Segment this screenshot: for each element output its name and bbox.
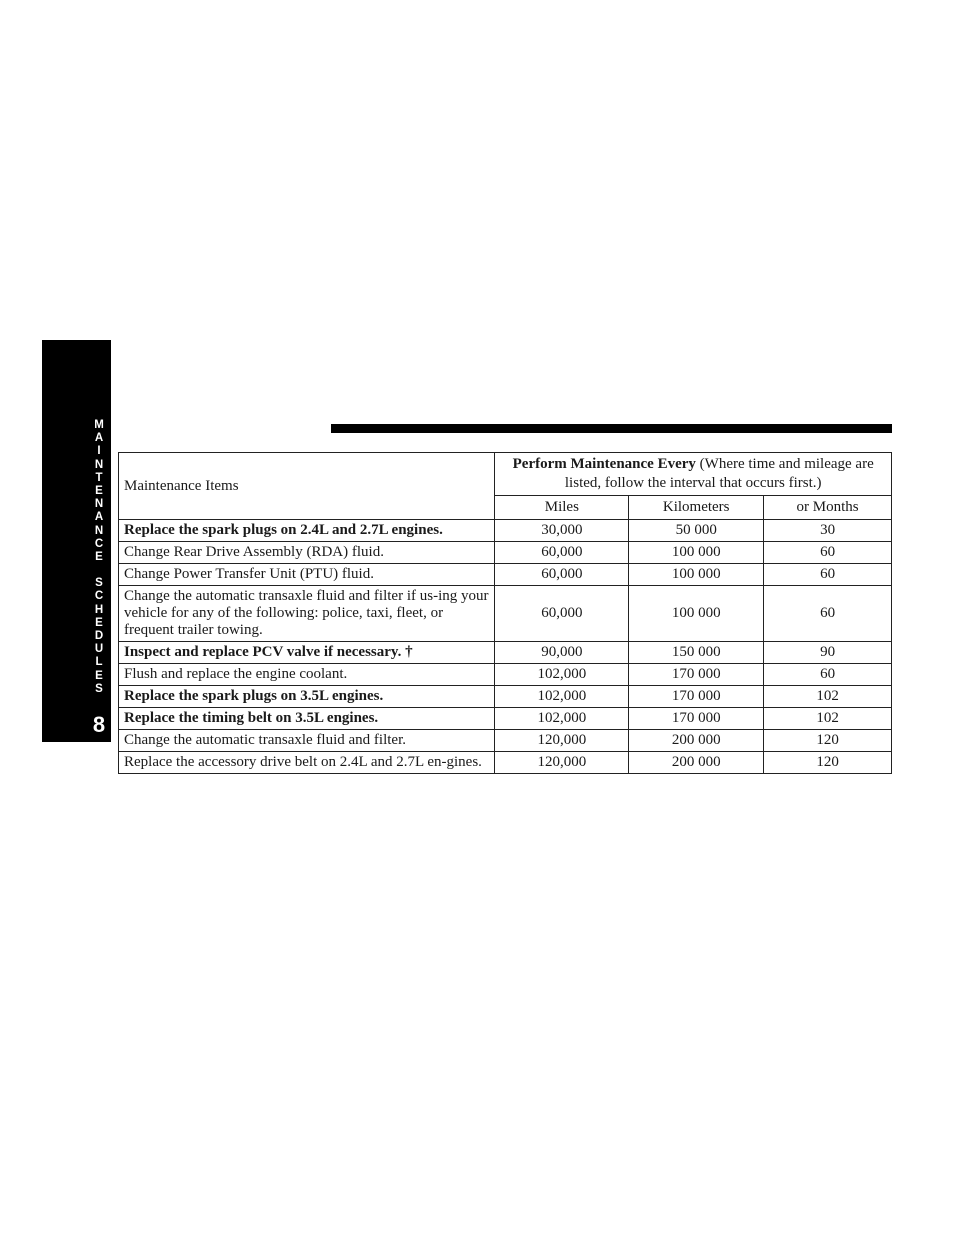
months-cell: 120 — [764, 730, 892, 752]
side-letter: S — [95, 682, 103, 695]
side-letter: T — [95, 471, 103, 484]
side-letter: E — [95, 484, 103, 497]
kilometers-cell: 170 000 — [629, 686, 764, 708]
table-row — [119, 752, 892, 774]
miles-cell: 60,000 — [495, 542, 629, 564]
table-row — [119, 586, 892, 642]
maintenance-item-cell: Change Power Transfer Unit (PTU) fluid. — [119, 564, 495, 586]
maintenance-item-cell: Replace the spark plugs on 3.5L engines. — [119, 686, 495, 708]
miles-cell: 102,000 — [495, 686, 629, 708]
months-cell: 30 — [764, 520, 892, 542]
maintenance-item-cell: Change the automatic transaxle fluid and filter. — [119, 730, 495, 752]
table-row — [119, 708, 892, 730]
kilometers-cell: 150 000 — [629, 642, 764, 664]
months-cell: 60 — [764, 586, 892, 642]
table-row — [119, 520, 892, 542]
months-cell: 60 — [764, 664, 892, 686]
header-rule — [331, 424, 892, 433]
side-letter: L — [95, 656, 103, 669]
maintenance-item-cell: Flush and replace the engine coolant. — [119, 664, 495, 686]
side-letter: U — [94, 643, 104, 656]
kilometers-cell: 200 000 — [629, 752, 764, 774]
side-letter: C — [94, 590, 104, 603]
months-cell: 60 — [764, 542, 892, 564]
miles-cell: 102,000 — [495, 708, 629, 730]
miles-cell: 90,000 — [495, 642, 629, 664]
table-row — [119, 542, 892, 564]
side-letter: S — [95, 577, 103, 590]
months-cell: 102 — [764, 686, 892, 708]
perform-maintenance-header — [495, 453, 892, 496]
side-letter: E — [95, 616, 103, 629]
maintenance-item-cell: Change Rear Drive Assembly (RDA) fluid. — [119, 542, 495, 564]
side-letter: A — [94, 511, 104, 524]
kilometers-cell: 50 000 — [629, 520, 764, 542]
kilometers-cell: 170 000 — [629, 664, 764, 686]
kilometers-cell: 170 000 — [629, 708, 764, 730]
months-cell: 60 — [764, 564, 892, 586]
miles-header: Miles — [495, 496, 629, 520]
table-row — [119, 564, 892, 586]
maintenance-item-cell: Change the automatic transaxle fluid and filter if us-ing your vehicle for any of the following: police, taxi, fleet, or frequent trailer towing. — [119, 586, 495, 642]
table-body — [119, 520, 892, 774]
table-row — [119, 664, 892, 686]
miles-cell: 30,000 — [495, 520, 629, 542]
maintenance-item-cell: Replace the timing belt on 3.5L engines. — [119, 708, 495, 730]
chapter-number: 8 — [92, 712, 106, 737]
miles-cell: 120,000 — [495, 730, 629, 752]
table-row — [119, 730, 892, 752]
table-row — [119, 686, 892, 708]
side-letter: N — [94, 498, 104, 511]
side-letter: D — [94, 630, 104, 642]
miles-cell: 120,000 — [495, 752, 629, 774]
kilometers-cell: 100 000 — [629, 564, 764, 586]
side-letter: E — [95, 669, 103, 682]
maintenance-item-cell: Replace the spark plugs on 2.4L and 2.7L engines. — [119, 520, 495, 542]
maintenance-item-cell: Inspect and replace PCV valve if necessary. † — [119, 642, 495, 664]
perform-header-bold: Perform Maintenance Every — [512, 456, 696, 472]
months-cell: 90 — [764, 642, 892, 664]
kilometers-header: Kilometers — [629, 496, 764, 520]
side-letter: A — [94, 432, 104, 445]
maintenance-schedule-table — [118, 452, 892, 774]
maintenance-items-header: Maintenance Items — [119, 453, 495, 520]
chapter-side-title — [92, 419, 106, 696]
kilometers-cell: 200 000 — [629, 730, 764, 752]
miles-cell: 102,000 — [495, 664, 629, 686]
side-letter: N — [94, 524, 104, 537]
side-letter: N — [94, 458, 104, 471]
kilometers-cell: 100 000 — [629, 586, 764, 642]
kilometers-cell: 100 000 — [629, 542, 764, 564]
table-row — [119, 642, 892, 664]
perform-header-note: (Where time and mileage are listed, follow the interval that occurs first.) — [564, 456, 874, 491]
side-letter: I — [97, 445, 101, 458]
side-letter: H — [94, 603, 104, 616]
side-letter: C — [94, 537, 104, 550]
miles-cell: 60,000 — [495, 586, 629, 642]
side-letter: E — [95, 550, 103, 563]
miles-cell: 60,000 — [495, 564, 629, 586]
months-cell: 120 — [764, 752, 892, 774]
maintenance-item-cell: Replace the accessory drive belt on 2.4L and 2.7L en-gines. — [119, 752, 495, 774]
months-header: or Months — [764, 496, 892, 520]
months-cell: 102 — [764, 708, 892, 730]
side-letter: M — [94, 419, 104, 431]
